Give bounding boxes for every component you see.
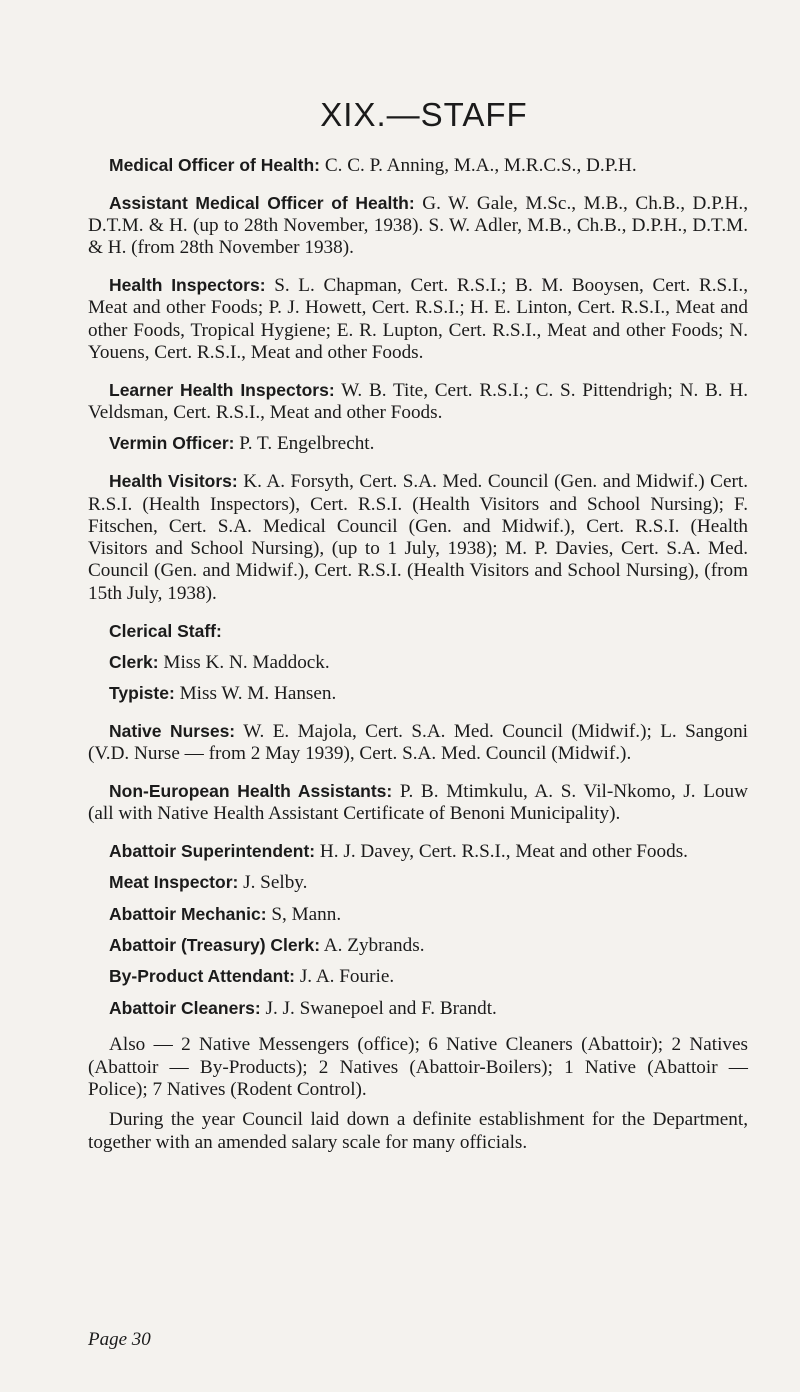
moh-label: Medical Officer of Health: bbox=[109, 155, 321, 175]
page-title: XIX.—STAFF bbox=[320, 96, 528, 133]
mi-label: Meat Inspector: bbox=[109, 872, 239, 893]
mi-text: J. Selby. bbox=[243, 872, 308, 894]
ac-label: Abattoir Cleaners: bbox=[109, 997, 261, 1018]
hv-label: Health Visitors: bbox=[109, 471, 238, 492]
by-product-attendant-paragraph bbox=[88, 965, 748, 988]
atc-label: Abattoir (Treasury) Clerk: bbox=[109, 935, 321, 956]
neha-label: Non-European Health Assistants: bbox=[109, 781, 393, 802]
typiste-label: Typiste: bbox=[109, 683, 175, 704]
during-text: During the year Council laid down a definite establishment for the Department, together with an amended salary scale for many officials. bbox=[88, 1109, 748, 1153]
during-paragraph bbox=[88, 1109, 748, 1154]
clerk-text: Miss K. N. Maddock. bbox=[163, 651, 330, 673]
abattoir-cleaners-paragraph bbox=[88, 997, 748, 1020]
learner-inspectors-paragraph bbox=[88, 379, 748, 425]
health-inspectors-paragraph bbox=[88, 274, 748, 364]
hi-label: Health Inspectors: bbox=[109, 275, 266, 296]
non-european-assistants-paragraph bbox=[88, 780, 748, 826]
am-label: Abattoir Mechanic: bbox=[109, 903, 267, 924]
page-number: Page 30 bbox=[88, 1329, 151, 1350]
typiste-paragraph bbox=[88, 682, 748, 705]
hv-text: K. A. Forsyth, Cert. S.A. Med. Council (Gen. and Midwif.) Cert. R.S.I. (Health Inspectors), Cert. R.S.I. (Health Visitors and School Nursing); F. Fitschen, Cert. S.A. Medical Council (Gen. and Midwif.), Cert. R.S.I. (Health Visitors and School Nursing), (up to 1 July, 1938); M. P. Davies, Cert. S.A. Med. Council (Gen. and Midwif.), Cert. R.S.I. (Health Visitors and School Nursing), (from 15th July, 1938). bbox=[88, 471, 748, 604]
amoh-text: G. W. Gale, M.Sc., M.B., Ch.B., D.P.H., D.T.M. & H. (up to 28th November, 1938). S. W. Adler, M.B., Ch.B., D.P.H., D.T.M. & H. (from 28th November 1938). bbox=[88, 192, 748, 259]
atc-text: A. Zybrands. bbox=[323, 935, 425, 957]
also-paragraph bbox=[88, 1034, 748, 1101]
hi-text: S. L. Chapman, Cert. R.S.I.; B. M. Booysen, Cert. R.S.I., Meat and other Foods; P. J. Howett, Cert. R.S.I.; H. E. Linton, Cert. R.S.I., Meat and other Foods, Tropical Hygiene; E. R. Lupton, Cert. R.S.I., Meat and other Foods; N. Youens, Cert. R.S.I., Meat and other Foods. bbox=[88, 275, 749, 364]
nn-label: Native Nurses: bbox=[109, 720, 236, 741]
amoh-label: Assistant Medical Officer of Health: bbox=[109, 192, 415, 213]
abattoir-superintendent-paragraph bbox=[88, 840, 748, 863]
am-text: S, Mann. bbox=[271, 903, 342, 925]
vermin-officer-paragraph bbox=[88, 432, 748, 455]
clerk-paragraph bbox=[88, 651, 748, 674]
amoh-paragraph bbox=[88, 192, 748, 260]
also-text: Also — 2 Native Messengers (office); 6 Native Cleaners (Abattoir); 2 Natives (Abattoir — By-Products); 2 Natives (Abattoir-Boilers); 1 Native (Abattoir — Police); 7 Natives (Rodent Control). bbox=[88, 1034, 748, 1100]
bpa-label: By-Product Attendant: bbox=[109, 966, 296, 987]
as-label: Abattoir Superintendent: bbox=[109, 841, 316, 862]
bpa-text: J. A. Fourie. bbox=[299, 966, 395, 988]
abattoir-clerk-paragraph bbox=[88, 934, 748, 957]
clerical-staff-heading bbox=[88, 620, 748, 643]
neha-text: P. B. Mtimkulu, A. S. Vil-Nkomo, J. Louw (all with Native Health Assistant Certificate of Benoni Municipality). bbox=[88, 781, 749, 825]
abattoir-mechanic-paragraph bbox=[88, 903, 748, 926]
vermin-label: Vermin Officer: bbox=[109, 433, 235, 454]
as-text: H. J. Davey, Cert. R.S.I., Meat and other Foods. bbox=[319, 841, 688, 863]
nn-text: W. E. Majola, Cert. S.A. Med. Council (Midwif.); L. Sangoni (V.D. Nurse — from 2 May 1939), Cert. S.A. Med. Council (Midwif.). bbox=[88, 720, 748, 765]
vermin-text: P. T. Engelbrecht. bbox=[239, 433, 375, 455]
health-visitors-paragraph bbox=[88, 470, 748, 605]
typiste-text: Miss W. M. Hansen. bbox=[179, 683, 337, 705]
ac-text: J. J. Swanepoel and F. Brandt. bbox=[265, 997, 497, 1019]
lhi-label: Learner Health Inspectors: bbox=[109, 379, 335, 400]
clerk-label: Clerk: bbox=[109, 651, 159, 672]
page-content bbox=[88, 96, 748, 1168]
lhi-text: W. B. Tite, Cert. R.S.I.; C. S. Pittendrigh; N. B. H. Veldsman, Cert. R.S.I., Meat and other Foods. bbox=[88, 379, 749, 424]
native-nurses-paragraph bbox=[88, 720, 748, 766]
moh-paragraph bbox=[88, 154, 748, 177]
clerical-label: Clerical Staff: bbox=[109, 620, 222, 641]
moh-text: C. C. P. Anning, M.A., M.R.C.S., D.P.H. bbox=[324, 155, 637, 176]
meat-inspector-paragraph bbox=[88, 871, 748, 894]
